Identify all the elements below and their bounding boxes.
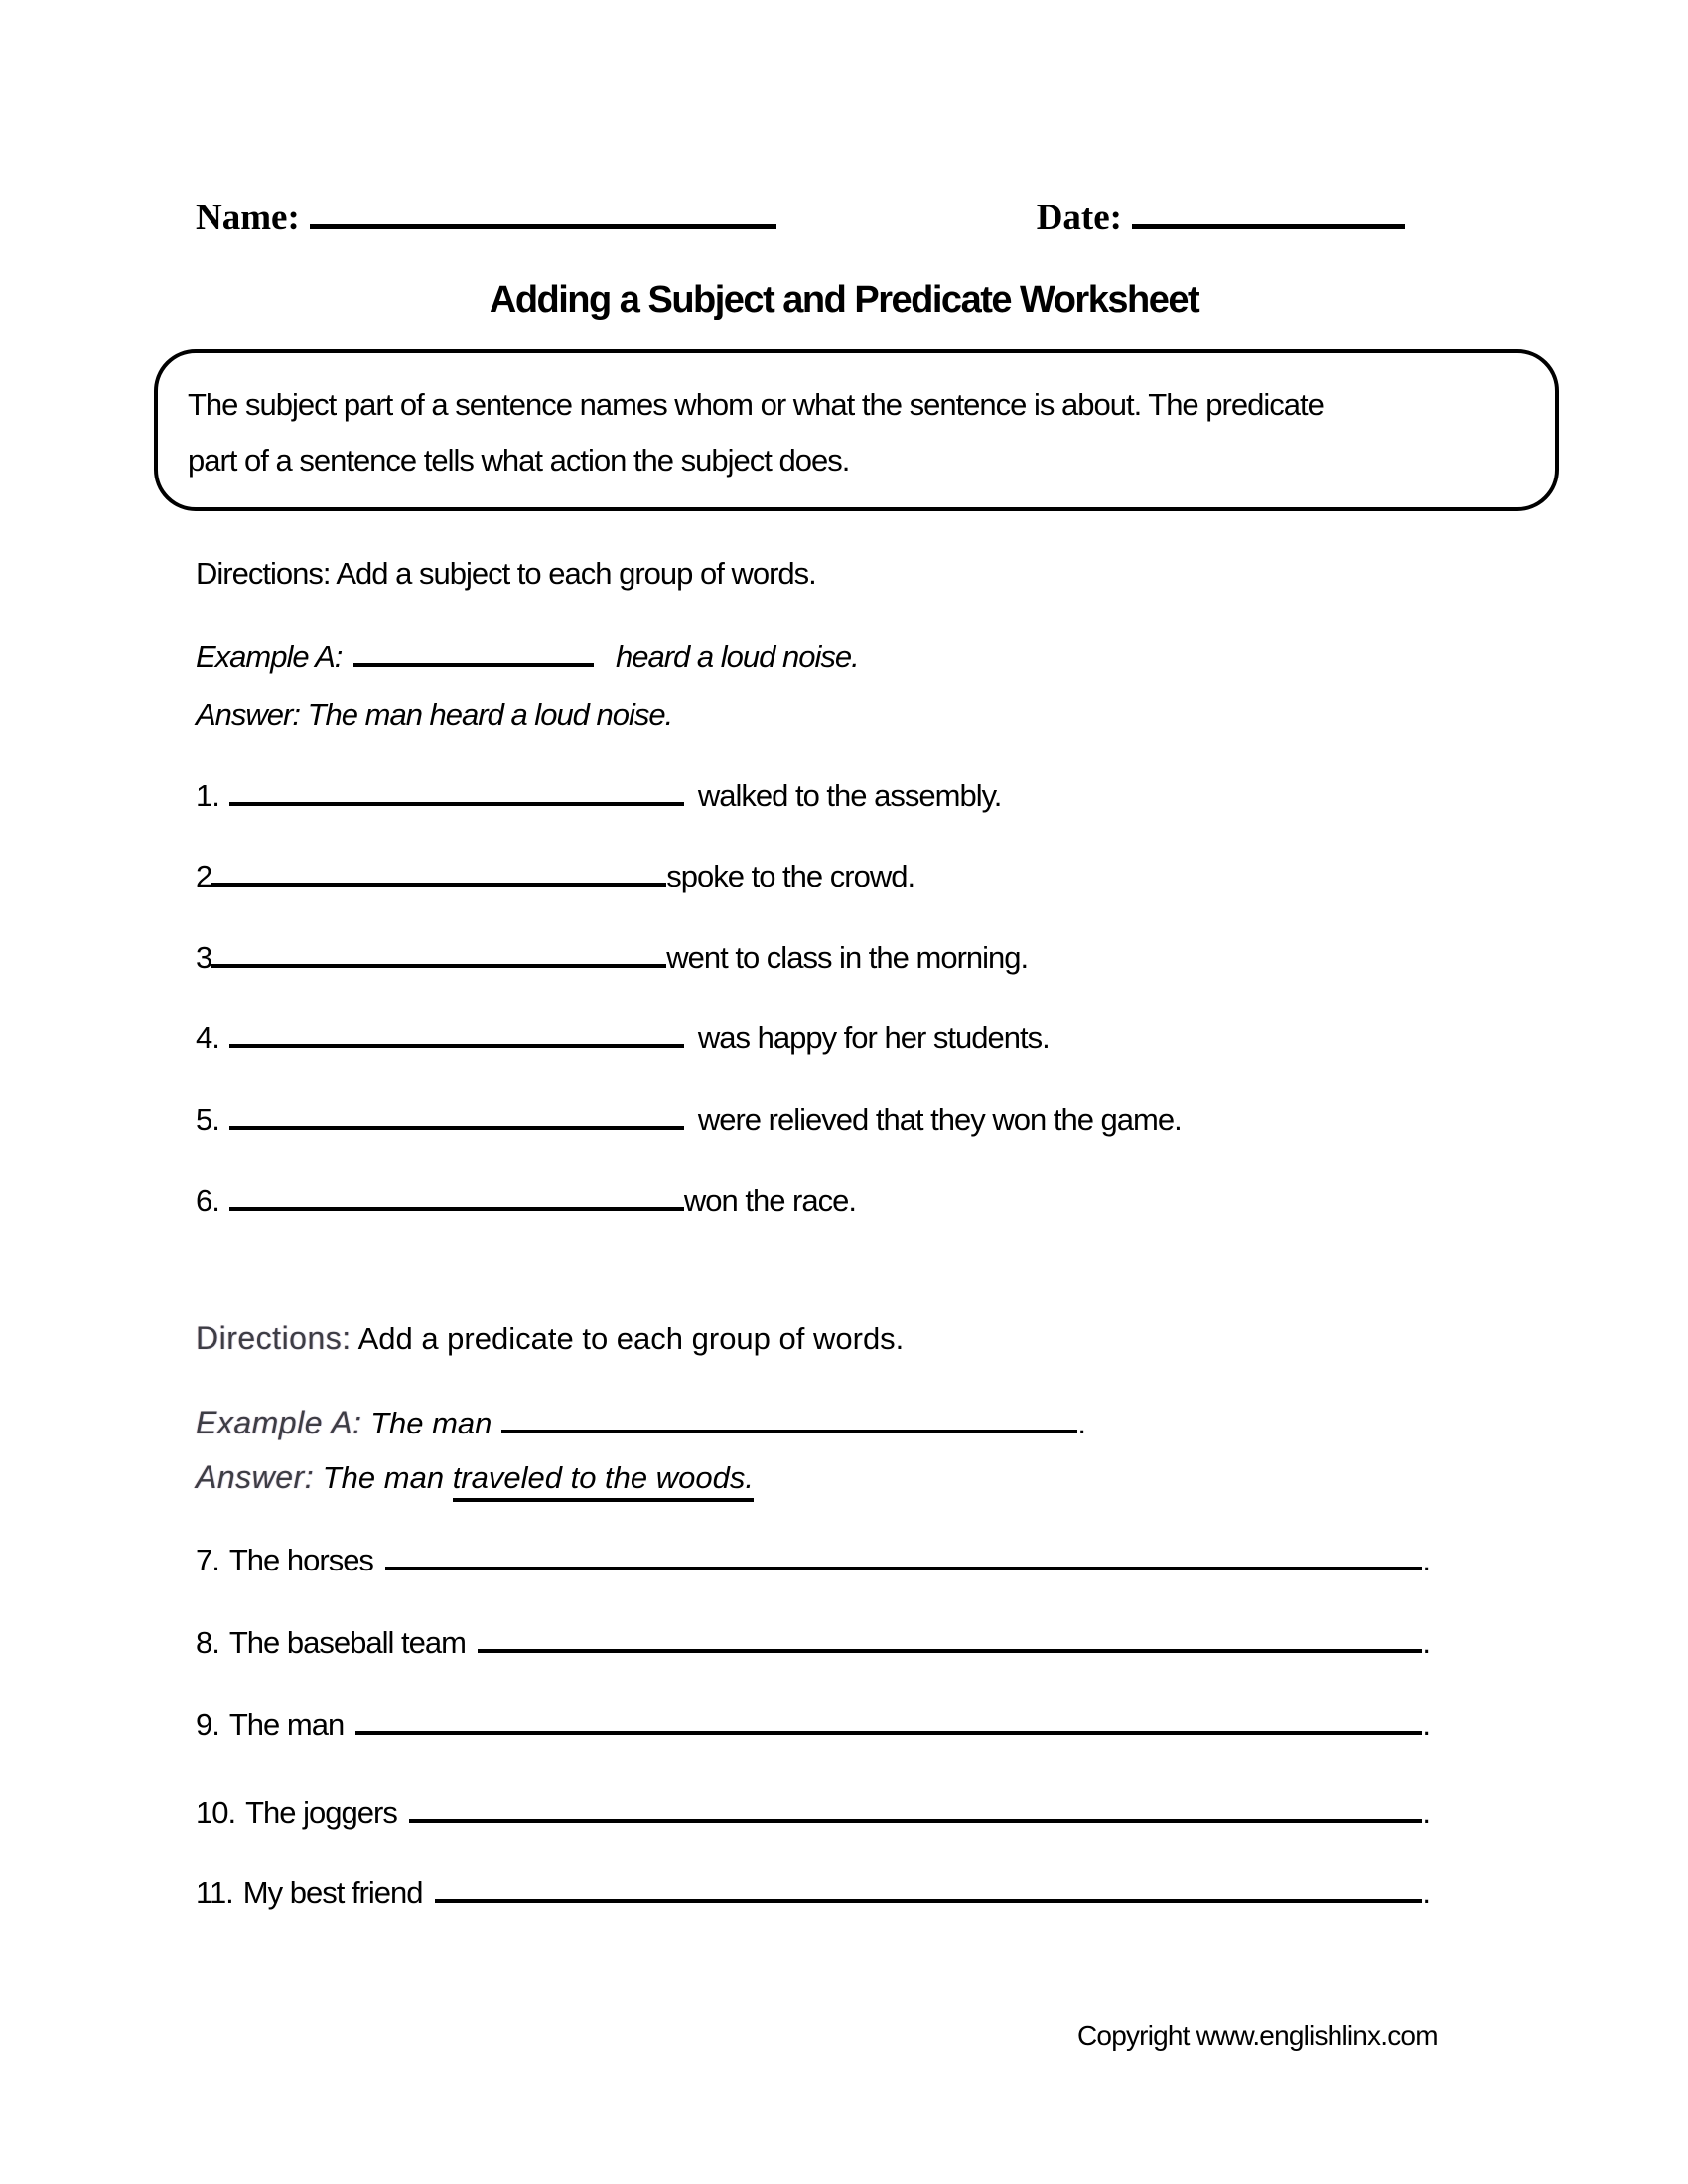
predicate-directions-label: Directions:	[196, 1320, 352, 1356]
item-blank-line	[229, 800, 684, 806]
item-number: 9.	[196, 1707, 219, 1742]
item-text: The horses	[228, 1543, 373, 1577]
item-text: won the race.	[683, 1183, 856, 1218]
predicate-answer-label: Answer:	[196, 1459, 315, 1495]
item-blank-line	[435, 1897, 1423, 1903]
item-row-9	[196, 1706, 1430, 1745]
item-text: was happy for her students.	[697, 1021, 1050, 1055]
item-row-7	[196, 1541, 1430, 1580]
item-blank-line	[385, 1565, 1422, 1570]
item-blank-line	[229, 1205, 684, 1211]
name-date-row	[196, 197, 1405, 239]
predicate-example-line	[196, 1403, 1086, 1443]
item-blank-line	[229, 1042, 684, 1048]
subject-example-line	[196, 637, 859, 677]
subject-example-label: Example A:	[196, 639, 343, 674]
subject-answer-line	[196, 695, 672, 735]
predicate-directions-line	[196, 1318, 904, 1359]
item-blank-line	[409, 1817, 1423, 1823]
copyright-text: Copyright www.englishlinx.com	[1077, 2020, 1438, 2051]
item-blank-line	[478, 1647, 1422, 1653]
item-text: walked to the assembly.	[697, 778, 1002, 813]
item-text: spoke to the crowd.	[666, 859, 915, 893]
item-number: 5.	[196, 1102, 219, 1137]
item-row-3	[196, 938, 1028, 978]
worksheet-title: Adding a Subject and Predicate Worksheet	[489, 279, 1199, 321]
predicate-directions-text: Add a predicate to each group of words.	[357, 1321, 905, 1356]
item-row-5	[196, 1100, 1182, 1140]
item-number: 4.	[196, 1021, 219, 1055]
date-blank-line	[1132, 222, 1405, 229]
item-text: The joggers	[245, 1795, 397, 1830]
definition-text: The subject part of a sentence names whom or what the sentence is about. The predicate part of a sentence tells what action the subject does.	[188, 387, 1324, 478]
item-row-11	[196, 1873, 1430, 1913]
predicate-example-label: Example A:	[196, 1405, 362, 1440]
item-period: .	[1422, 1707, 1430, 1742]
item-number: 11.	[196, 1875, 233, 1910]
subject-answer-label: Answer:	[196, 697, 300, 732]
subject-directions-label: Directions:	[196, 556, 331, 591]
item-text: The man	[228, 1707, 345, 1742]
item-text: My best friend	[242, 1875, 423, 1910]
name-blank-line	[310, 222, 776, 229]
subject-answer-text: The man heard a loud noise.	[307, 697, 673, 732]
item-number: 8.	[196, 1625, 219, 1660]
item-blank-line	[229, 1124, 684, 1130]
date-label: Date:	[1036, 198, 1122, 238]
item-number: 2	[196, 859, 212, 893]
subject-example-blank-line	[353, 661, 594, 667]
subject-example-suffix: heard a loud noise.	[616, 639, 859, 674]
item-row-1	[196, 776, 1001, 816]
item-number: 10.	[196, 1795, 236, 1830]
item-text: went to class in the morning.	[666, 940, 1029, 975]
definition-box	[154, 349, 1559, 511]
predicate-answer-line	[196, 1457, 754, 1502]
subject-directions-text: Add a subject to each group of words.	[336, 556, 816, 591]
item-period: .	[1422, 1795, 1430, 1830]
name-label: Name:	[196, 198, 300, 238]
item-row-6	[196, 1181, 856, 1221]
item-number: 1.	[196, 778, 219, 813]
item-number: 3	[196, 940, 212, 975]
item-row-8	[196, 1623, 1430, 1663]
predicate-example-prefix: The man	[370, 1406, 492, 1440]
predicate-example-blank-line	[501, 1428, 1077, 1433]
item-number: 6.	[196, 1183, 219, 1218]
item-period: .	[1422, 1625, 1430, 1660]
item-row-10	[196, 1793, 1430, 1833]
item-blank-line	[211, 962, 666, 968]
item-blank-line	[211, 881, 666, 887]
item-row-2	[196, 857, 914, 896]
item-blank-line	[355, 1729, 1422, 1735]
item-text: were relieved that they won the game.	[697, 1102, 1182, 1137]
item-row-4	[196, 1019, 1050, 1058]
item-period: .	[1422, 1543, 1430, 1577]
item-period: .	[1422, 1875, 1430, 1910]
item-text: The baseball team	[228, 1625, 466, 1660]
predicate-answer-prefix: The man	[322, 1460, 445, 1495]
item-number: 7.	[196, 1543, 219, 1577]
predicate-example-period: .	[1077, 1406, 1087, 1440]
subject-directions-line	[196, 554, 816, 594]
predicate-answer-underlined-text: traveled to the woods.	[453, 1458, 754, 1502]
